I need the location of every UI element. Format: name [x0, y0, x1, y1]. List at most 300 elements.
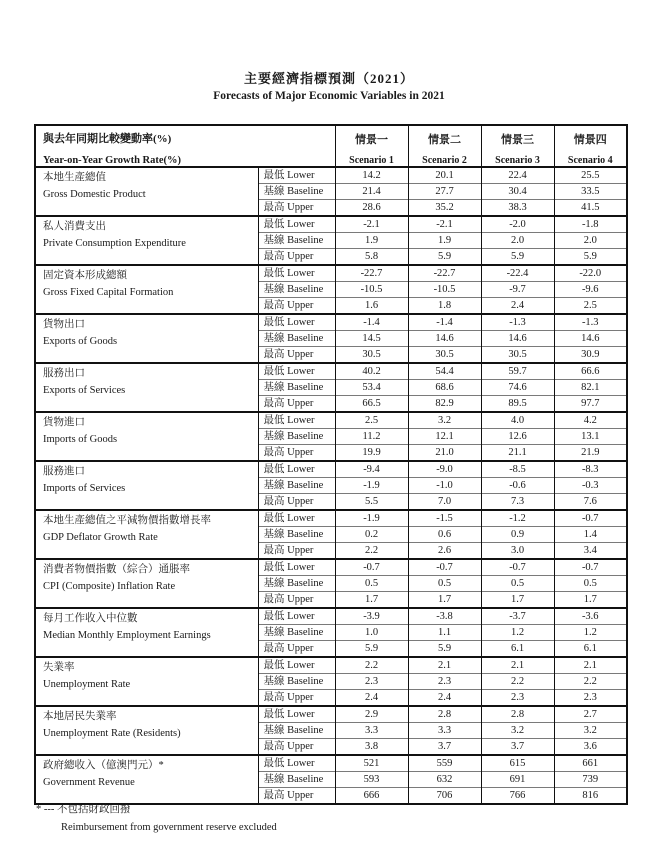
- value-cell: 22.4: [481, 167, 554, 184]
- value-cell: -3.9: [335, 608, 408, 625]
- bound-label-en: Lower: [287, 317, 315, 328]
- scenario-header-3: [481, 125, 554, 167]
- bound-label-upper: [258, 347, 335, 364]
- value-cell: 3.2: [408, 412, 481, 429]
- value-cell: -1.8: [554, 216, 627, 233]
- indicator-label: [35, 216, 258, 265]
- scenario-header-zh: 情景二: [428, 134, 461, 146]
- bound-label-en: Upper: [287, 496, 314, 507]
- value-cell: 2.7: [554, 706, 627, 723]
- value-cell: 40.2: [335, 363, 408, 380]
- scenario-header-en: Scenario 3: [495, 155, 540, 166]
- indicator-label-en: Government Revenue: [43, 777, 135, 788]
- value-cell: -0.7: [335, 559, 408, 576]
- bound-label-zh: 最高: [263, 545, 285, 556]
- bound-label-en: Baseline: [287, 480, 324, 491]
- value-cell: 74.6: [481, 380, 554, 396]
- value-cell: -0.6: [481, 478, 554, 494]
- table-row: [35, 412, 627, 429]
- table-row: [35, 510, 627, 527]
- indicator-label: [35, 461, 258, 510]
- value-cell: 2.5: [554, 298, 627, 315]
- value-cell: -1.0: [408, 478, 481, 494]
- value-cell: 12.1: [408, 429, 481, 445]
- bound-label-zh: 基線: [263, 382, 285, 393]
- value-cell: 14.6: [408, 331, 481, 347]
- bound-label-lower: [258, 314, 335, 331]
- value-cell: 661: [554, 755, 627, 772]
- value-cell: 21.1: [481, 445, 554, 462]
- value-cell: 0.5: [408, 576, 481, 592]
- indicator-label-en: Median Monthly Employment Earnings: [43, 630, 211, 641]
- value-cell: 3.4: [554, 543, 627, 560]
- bound-label-en: Lower: [287, 660, 315, 671]
- bound-label-zh: 最低: [263, 170, 285, 181]
- bound-label-en: Baseline: [287, 333, 324, 344]
- value-cell: 5.9: [481, 249, 554, 266]
- value-cell: -9.0: [408, 461, 481, 478]
- bound-label-zh: 最低: [263, 317, 285, 328]
- value-cell: 6.1: [554, 641, 627, 658]
- bound-label-en: Baseline: [287, 186, 324, 197]
- indicator-label-en: Imports of Services: [43, 483, 126, 494]
- indicator-label-zh: 失業率: [43, 662, 75, 673]
- value-cell: 1.7: [481, 592, 554, 609]
- scenario-header-zh: 情景三: [501, 134, 534, 146]
- bound-label-en: Baseline: [287, 235, 324, 246]
- value-cell: 82.1: [554, 380, 627, 396]
- bound-label-upper: [258, 739, 335, 756]
- bound-label-zh: 最低: [263, 758, 285, 769]
- bound-label-zh: 最低: [263, 611, 285, 622]
- value-cell: 35.2: [408, 200, 481, 217]
- bound-label-lower: [258, 657, 335, 674]
- value-cell: -3.7: [481, 608, 554, 625]
- value-cell: 3.2: [481, 723, 554, 739]
- indicator-label: [35, 167, 258, 216]
- indicator-label-zh: 貨物進口: [43, 417, 85, 428]
- value-cell: 14.2: [335, 167, 408, 184]
- table-row: [35, 216, 627, 233]
- value-cell: 1.7: [554, 592, 627, 609]
- value-cell: 14.6: [554, 331, 627, 347]
- bound-label-en: Baseline: [287, 382, 324, 393]
- value-cell: 2.3: [554, 690, 627, 707]
- bound-label-baseline: [258, 233, 335, 249]
- value-cell: 66.5: [335, 396, 408, 413]
- bound-label-en: Upper: [287, 594, 314, 605]
- value-cell: 28.6: [335, 200, 408, 217]
- value-cell: -9.7: [481, 282, 554, 298]
- bound-label-en: Lower: [287, 562, 315, 573]
- value-cell: 21.4: [335, 184, 408, 200]
- bound-label-zh: 最高: [263, 349, 285, 360]
- scenario-header-4: [554, 125, 627, 167]
- bound-label-zh: 最高: [263, 398, 285, 409]
- bound-label-zh: 最高: [263, 643, 285, 654]
- bound-label-zh: 基線: [263, 333, 285, 344]
- bound-label-zh: 最低: [263, 660, 285, 671]
- bound-label-en: Upper: [287, 398, 314, 409]
- bound-label-lower: [258, 216, 335, 233]
- bound-label-zh: 基線: [263, 284, 285, 295]
- value-cell: 1.7: [408, 592, 481, 609]
- value-cell: 3.6: [554, 739, 627, 756]
- value-cell: 559: [408, 755, 481, 772]
- value-cell: 2.3: [335, 674, 408, 690]
- scenario-header-zh: 情景一: [355, 134, 388, 146]
- bound-label-lower: [258, 363, 335, 380]
- indicator-label-en: Gross Fixed Capital Formation: [43, 287, 174, 298]
- footnote-zh: * --- 不包括財政回撥: [36, 804, 131, 815]
- value-cell: 5.9: [408, 641, 481, 658]
- value-cell: 3.0: [481, 543, 554, 560]
- value-cell: -22.7: [335, 265, 408, 282]
- value-cell: 0.9: [481, 527, 554, 543]
- value-cell: 5.9: [554, 249, 627, 266]
- bound-label-en: Baseline: [287, 774, 324, 785]
- indicator-label-en: CPI (Composite) Inflation Rate: [43, 581, 176, 592]
- value-cell: 19.9: [335, 445, 408, 462]
- scenario-header-1: [335, 125, 408, 167]
- value-cell: 30.4: [481, 184, 554, 200]
- value-cell: 1.7: [335, 592, 408, 609]
- value-cell: -2.1: [408, 216, 481, 233]
- row-label-header-en: Year-on-Year Growth Rate(%): [43, 155, 182, 166]
- value-cell: 30.5: [481, 347, 554, 364]
- value-cell: -22.4: [481, 265, 554, 282]
- value-cell: 3.7: [408, 739, 481, 756]
- bound-label-lower: [258, 755, 335, 772]
- value-cell: 2.8: [408, 706, 481, 723]
- indicator-label: [35, 657, 258, 706]
- value-cell: -22.0: [554, 265, 627, 282]
- bound-label-zh: 最高: [263, 741, 285, 752]
- bound-label-lower: [258, 412, 335, 429]
- value-cell: 1.0: [335, 625, 408, 641]
- indicator-label: [35, 412, 258, 461]
- indicator-label-zh: 貨物出口: [43, 319, 85, 330]
- value-cell: 89.5: [481, 396, 554, 413]
- value-cell: 1.9: [335, 233, 408, 249]
- bound-label-baseline: [258, 576, 335, 592]
- value-cell: 21.0: [408, 445, 481, 462]
- bound-label-zh: 最高: [263, 202, 285, 213]
- bound-label-en: Upper: [287, 643, 314, 654]
- bound-label-en: Baseline: [287, 725, 324, 736]
- indicator-label-zh: 每月工作收入中位數: [43, 613, 138, 624]
- bound-label-zh: 最低: [263, 415, 285, 426]
- bound-label-zh: 基線: [263, 480, 285, 491]
- bound-label-en: Baseline: [287, 676, 324, 687]
- bound-label-baseline: [258, 527, 335, 543]
- value-cell: 2.3: [408, 674, 481, 690]
- bound-label-baseline: [258, 331, 335, 347]
- bound-label-en: Upper: [287, 741, 314, 752]
- indicator-label: [35, 314, 258, 363]
- value-cell: 816: [554, 788, 627, 805]
- bound-label-zh: 最高: [263, 447, 285, 458]
- table-row: [35, 167, 627, 184]
- value-cell: -0.3: [554, 478, 627, 494]
- value-cell: 615: [481, 755, 554, 772]
- value-cell: -1.9: [335, 478, 408, 494]
- value-cell: 2.4: [408, 690, 481, 707]
- bound-label-en: Lower: [287, 758, 315, 769]
- value-cell: 0.5: [554, 576, 627, 592]
- bound-label-zh: 基線: [263, 578, 285, 589]
- value-cell: -8.3: [554, 461, 627, 478]
- bound-label-en: Lower: [287, 464, 315, 475]
- bound-label-baseline: [258, 625, 335, 641]
- value-cell: 13.1: [554, 429, 627, 445]
- indicator-label-en: Unemployment Rate (Residents): [43, 728, 181, 739]
- value-cell: 521: [335, 755, 408, 772]
- bound-label-upper: [258, 543, 335, 560]
- value-cell: -0.7: [554, 559, 627, 576]
- value-cell: 0.6: [408, 527, 481, 543]
- value-cell: 11.2: [335, 429, 408, 445]
- value-cell: 0.2: [335, 527, 408, 543]
- value-cell: 14.6: [481, 331, 554, 347]
- indicator-label-en: Unemployment Rate: [43, 679, 131, 690]
- bound-label-zh: 基線: [263, 627, 285, 638]
- row-label-header: [35, 125, 335, 167]
- bound-label-baseline: [258, 429, 335, 445]
- value-cell: 5.8: [335, 249, 408, 266]
- value-cell: 7.3: [481, 494, 554, 511]
- bound-label-baseline: [258, 772, 335, 788]
- bound-label-upper: [258, 494, 335, 511]
- indicator-label-zh: 本地居民失業率: [43, 711, 117, 722]
- bound-label-en: Upper: [287, 790, 314, 801]
- bound-label-zh: 基線: [263, 725, 285, 736]
- bound-label-en: Upper: [287, 202, 314, 213]
- indicator-label-en: GDP Deflator Growth Rate: [43, 532, 158, 543]
- bound-label-zh: 最高: [263, 251, 285, 262]
- bound-label-zh: 最低: [263, 464, 285, 475]
- table-row: [35, 363, 627, 380]
- value-cell: -2.0: [481, 216, 554, 233]
- bound-label-en: Lower: [287, 611, 315, 622]
- indicator-label-zh: 政府總收入（億澳門元）*: [43, 760, 164, 771]
- value-cell: 1.9: [408, 233, 481, 249]
- bound-label-upper: [258, 249, 335, 266]
- bound-label-zh: 基線: [263, 676, 285, 687]
- bound-label-en: Baseline: [287, 627, 324, 638]
- bound-label-baseline: [258, 184, 335, 200]
- indicator-label-zh: 消費者物價指數（綜合）通脹率: [43, 564, 190, 575]
- bound-label-upper: [258, 298, 335, 315]
- table-row: [35, 314, 627, 331]
- value-cell: 1.2: [554, 625, 627, 641]
- indicator-label-zh: 本地生產總值之平減物價指數增長率: [43, 515, 211, 526]
- value-cell: 66.6: [554, 363, 627, 380]
- bound-label-en: Upper: [287, 447, 314, 458]
- value-cell: 30.5: [408, 347, 481, 364]
- value-cell: 59.7: [481, 363, 554, 380]
- value-cell: -1.3: [481, 314, 554, 331]
- value-cell: 2.3: [481, 690, 554, 707]
- indicator-label-en: Private Consumption Expenditure: [43, 238, 186, 249]
- bound-label-en: Lower: [287, 268, 315, 279]
- indicator-label: [35, 559, 258, 608]
- value-cell: -1.2: [481, 510, 554, 527]
- indicator-label: [35, 265, 258, 314]
- bound-label-en: Lower: [287, 170, 315, 181]
- bound-label-en: Upper: [287, 545, 314, 556]
- value-cell: -1.4: [408, 314, 481, 331]
- value-cell: 3.3: [335, 723, 408, 739]
- value-cell: -2.1: [335, 216, 408, 233]
- value-cell: -1.4: [335, 314, 408, 331]
- table-row: [35, 706, 627, 723]
- value-cell: -10.5: [335, 282, 408, 298]
- scenario-header-en: Scenario 2: [422, 155, 467, 166]
- value-cell: 739: [554, 772, 627, 788]
- indicator-label-zh: 服務出口: [43, 368, 85, 379]
- bound-label-en: Lower: [287, 709, 315, 720]
- value-cell: 30.9: [554, 347, 627, 364]
- bound-label-zh: 最低: [263, 513, 285, 524]
- indicator-label: [35, 755, 258, 804]
- value-cell: 6.1: [481, 641, 554, 658]
- indicator-label: [35, 608, 258, 657]
- bound-label-lower: [258, 559, 335, 576]
- bound-label-zh: 最高: [263, 300, 285, 311]
- value-cell: 2.9: [335, 706, 408, 723]
- indicator-label: [35, 706, 258, 755]
- bound-label-lower: [258, 608, 335, 625]
- value-cell: 2.6: [408, 543, 481, 560]
- value-cell: -0.7: [408, 559, 481, 576]
- value-cell: 3.2: [554, 723, 627, 739]
- table-row: [35, 755, 627, 772]
- value-cell: 706: [408, 788, 481, 805]
- value-cell: -0.7: [554, 510, 627, 527]
- bound-label-lower: [258, 265, 335, 282]
- indicator-label-en: Imports of Goods: [43, 434, 118, 445]
- table-row: [35, 559, 627, 576]
- bound-label-baseline: [258, 674, 335, 690]
- value-cell: 5.9: [408, 249, 481, 266]
- bound-label-lower: [258, 706, 335, 723]
- table-row: [35, 461, 627, 478]
- value-cell: -9.6: [554, 282, 627, 298]
- table-header-row: [35, 125, 627, 167]
- indicator-label: [35, 510, 258, 559]
- bound-label-en: Baseline: [287, 431, 324, 442]
- value-cell: 54.4: [408, 363, 481, 380]
- value-cell: 593: [335, 772, 408, 788]
- indicator-label-en: Exports of Goods: [43, 336, 118, 347]
- bound-label-zh: 最高: [263, 790, 285, 801]
- footnote: [36, 801, 277, 833]
- bound-label-baseline: [258, 380, 335, 396]
- value-cell: 7.0: [408, 494, 481, 511]
- bound-label-baseline: [258, 478, 335, 494]
- value-cell: 3.3: [408, 723, 481, 739]
- value-cell: 2.2: [335, 657, 408, 674]
- value-cell: -10.5: [408, 282, 481, 298]
- bound-label-zh: 基線: [263, 235, 285, 246]
- value-cell: -1.5: [408, 510, 481, 527]
- value-cell: 27.7: [408, 184, 481, 200]
- value-cell: -8.5: [481, 461, 554, 478]
- value-cell: 666: [335, 788, 408, 805]
- bound-label-upper: [258, 641, 335, 658]
- bound-label-en: Upper: [287, 349, 314, 360]
- value-cell: 632: [408, 772, 481, 788]
- bound-label-en: Lower: [287, 219, 315, 230]
- value-cell: 2.4: [335, 690, 408, 707]
- value-cell: 2.1: [554, 657, 627, 674]
- value-cell: 2.1: [481, 657, 554, 674]
- title-en: Forecasts of Major Economic Variables in 2021: [213, 90, 445, 102]
- bound-label-lower: [258, 167, 335, 184]
- value-cell: 38.3: [481, 200, 554, 217]
- bound-label-en: Lower: [287, 415, 315, 426]
- bound-label-upper: [258, 690, 335, 707]
- bound-label-zh: 基線: [263, 529, 285, 540]
- title-zh: 主要經濟指標預測（2021）: [243, 71, 414, 86]
- value-cell: 5.9: [335, 641, 408, 658]
- value-cell: 53.4: [335, 380, 408, 396]
- value-cell: 97.7: [554, 396, 627, 413]
- scenario-header-en: Scenario 4: [567, 155, 613, 166]
- bound-label-zh: 最高: [263, 594, 285, 605]
- indicator-label: [35, 363, 258, 412]
- bound-label-zh: 基線: [263, 774, 285, 785]
- scenario-header-zh: 情景四: [573, 134, 607, 146]
- value-cell: 0.5: [335, 576, 408, 592]
- table-row: [35, 608, 627, 625]
- value-cell: -1.9: [335, 510, 408, 527]
- bound-label-upper: [258, 592, 335, 609]
- value-cell: 4.2: [554, 412, 627, 429]
- value-cell: 4.0: [481, 412, 554, 429]
- bound-label-zh: 最低: [263, 219, 285, 230]
- value-cell: 20.1: [408, 167, 481, 184]
- bound-label-upper: [258, 396, 335, 413]
- bound-label-zh: 最低: [263, 268, 285, 279]
- value-cell: 5.5: [335, 494, 408, 511]
- value-cell: 14.5: [335, 331, 408, 347]
- scenario-header-2: [408, 125, 481, 167]
- indicator-label-zh: 本地生產總值: [43, 172, 106, 183]
- bound-label-upper: [258, 200, 335, 217]
- value-cell: 1.8: [408, 298, 481, 315]
- bound-label-zh: 最高: [263, 692, 285, 703]
- bound-label-zh: 基線: [263, 431, 285, 442]
- indicator-label-en: Exports of Services: [43, 385, 126, 396]
- value-cell: 3.8: [335, 739, 408, 756]
- value-cell: 2.2: [481, 674, 554, 690]
- value-cell: -1.3: [554, 314, 627, 331]
- forecast-table: [34, 124, 628, 805]
- bound-label-en: Lower: [287, 513, 315, 524]
- value-cell: 691: [481, 772, 554, 788]
- footnote-en: Reimbursement from government reserve excluded: [61, 822, 277, 833]
- bound-label-zh: 最高: [263, 496, 285, 507]
- value-cell: 7.6: [554, 494, 627, 511]
- bound-label-en: Lower: [287, 366, 315, 377]
- value-cell: 25.5: [554, 167, 627, 184]
- bound-label-en: Upper: [287, 300, 314, 311]
- value-cell: 1.6: [335, 298, 408, 315]
- bound-label-baseline: [258, 282, 335, 298]
- value-cell: 1.2: [481, 625, 554, 641]
